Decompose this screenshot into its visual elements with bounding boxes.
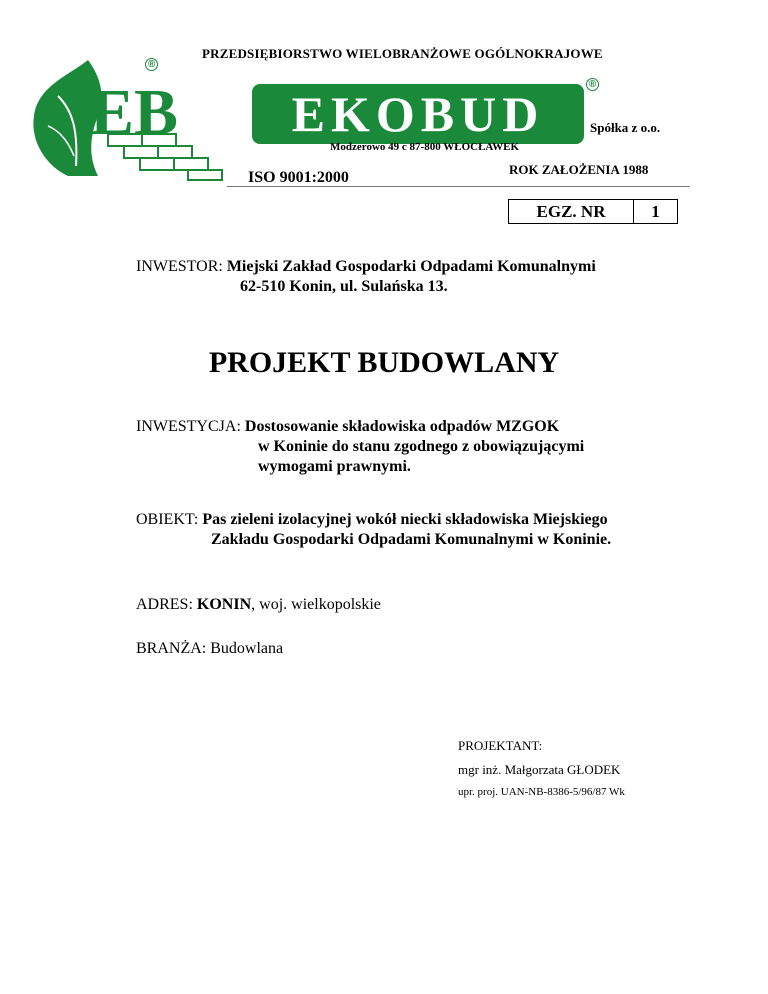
branch-value: Budowlana xyxy=(210,640,284,657)
investment-label: INWESTYCJA: xyxy=(136,418,241,435)
investment-line-3: wymogami prawnymi. xyxy=(258,458,411,475)
investor-label: INWESTOR: xyxy=(136,258,223,275)
investment-line-2: w Koninie do stanu zgodnego z obowiązującymi xyxy=(258,438,585,455)
copy-label: EGZ. NR xyxy=(509,200,634,223)
object-line-1: Pas zieleni izolacyjnej wokół niecki składowiska Miejskiego xyxy=(202,511,608,528)
header-divider xyxy=(227,186,690,187)
registered-mark-brand: ® xyxy=(586,78,599,91)
designer-name: mgr inż. Małgorzata GŁODEK xyxy=(458,762,621,777)
investor-address: 62-510 Konin, ul. Sulańska 13. xyxy=(240,278,448,295)
document-title: PROJEKT BUDOWLANY xyxy=(208,346,560,379)
company-logo xyxy=(28,56,228,182)
copy-number-box xyxy=(508,199,678,224)
investment-row xyxy=(136,418,559,436)
legal-form: Spółka z o.o. xyxy=(590,120,661,135)
object-label: OBIEKT: xyxy=(136,511,199,528)
investor-row xyxy=(136,258,596,276)
brand-name: EKOBUD xyxy=(291,86,545,142)
founded-year: ROK ZAŁOŻENIA 1988 xyxy=(509,162,649,177)
iso-certificate: ISO 9001:2000 xyxy=(248,169,349,186)
registered-mark-logo: ® xyxy=(145,58,158,71)
designer-label: PROJEKTANT: xyxy=(458,738,543,753)
company-type: PRZEDSIĘBIORSTWO WIELOBRANŻOWE OGÓLNOKRAJOWE xyxy=(202,46,603,61)
brand-wordmark xyxy=(252,84,584,144)
object-line-2: Zakładu Gospodarki Odpadami Komunalnymi w Koninie. xyxy=(211,531,612,548)
object-row xyxy=(136,511,608,529)
branch-label: BRANŻA: xyxy=(136,640,207,657)
investor-name: Miejski Zakład Gospodarki Odpadami Komunalnymi xyxy=(226,258,596,275)
copy-number: 1 xyxy=(651,202,660,221)
address-row xyxy=(136,596,381,614)
company-address: Modzerowo 49 c 87-800 WŁOCŁAWEK xyxy=(330,141,520,153)
address-city: KONIN xyxy=(196,596,252,613)
logo-initials: EB xyxy=(90,76,179,149)
address-label: ADRES: xyxy=(136,596,193,613)
designer-license: upr. proj. UAN-NB-8386-5/96/87 Wk xyxy=(458,786,625,798)
branch-row xyxy=(136,640,283,658)
investment-line-1: Dostosowanie składowiska odpadów MZGOK xyxy=(244,418,560,435)
address-region: , woj. wielkopolskie xyxy=(251,596,381,613)
